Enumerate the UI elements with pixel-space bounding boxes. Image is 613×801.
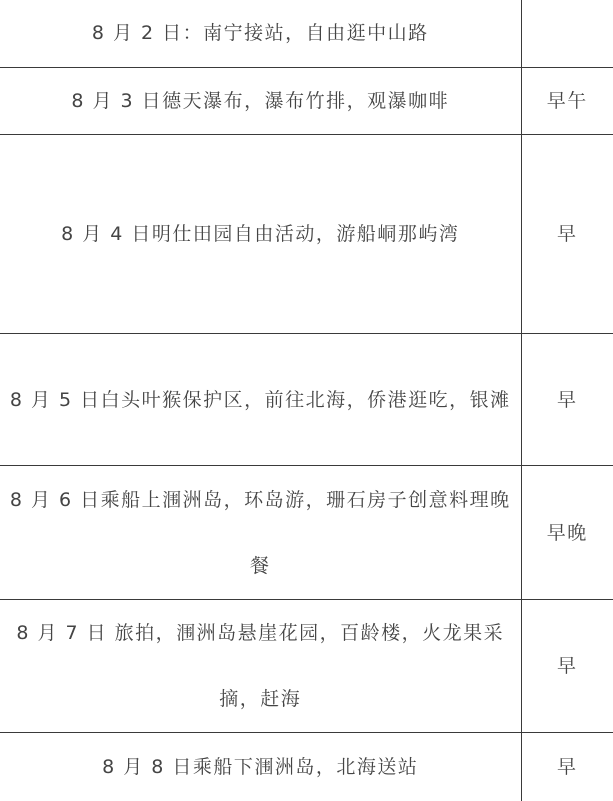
activity-cell: 8 月 4 日明仕田园自由活动，游船峒那屿湾 xyxy=(0,135,521,334)
meal-cell: 早 xyxy=(521,733,613,801)
table-row xyxy=(0,466,613,600)
activity-cell: 8 月 5 日白头叶猴保护区，前往北海，侨港逛吃，银滩 xyxy=(0,334,521,466)
table-row xyxy=(0,68,613,135)
activity-cell: 8 月 2 日：南宁接站，自由逛中山路 xyxy=(0,0,521,68)
activity-cell: 8 月 3 日德天瀑布，瀑布竹排，观瀑咖啡 xyxy=(0,68,521,135)
activity-cell: 8 月 8 日乘船下涠洲岛，北海送站 xyxy=(0,733,521,801)
meal-cell: 早 xyxy=(521,600,613,733)
activity-cell: 8 月 7 日 旅拍，涠洲岛悬崖花园，百龄楼，火龙果采摘，赶海 xyxy=(0,600,521,733)
activity-cell: 8 月 6 日乘船上涠洲岛，环岛游，珊石房子创意料理晚餐 xyxy=(0,466,521,600)
table-row xyxy=(0,600,613,733)
table-row xyxy=(0,334,613,466)
meal-cell: 早午 xyxy=(521,68,613,135)
meal-cell: 早晚 xyxy=(521,466,613,600)
table-row xyxy=(0,0,613,68)
meal-cell: 早 xyxy=(521,135,613,334)
meal-cell xyxy=(521,0,613,68)
meal-cell: 早 xyxy=(521,334,613,466)
table-row xyxy=(0,733,613,801)
table-row xyxy=(0,135,613,334)
